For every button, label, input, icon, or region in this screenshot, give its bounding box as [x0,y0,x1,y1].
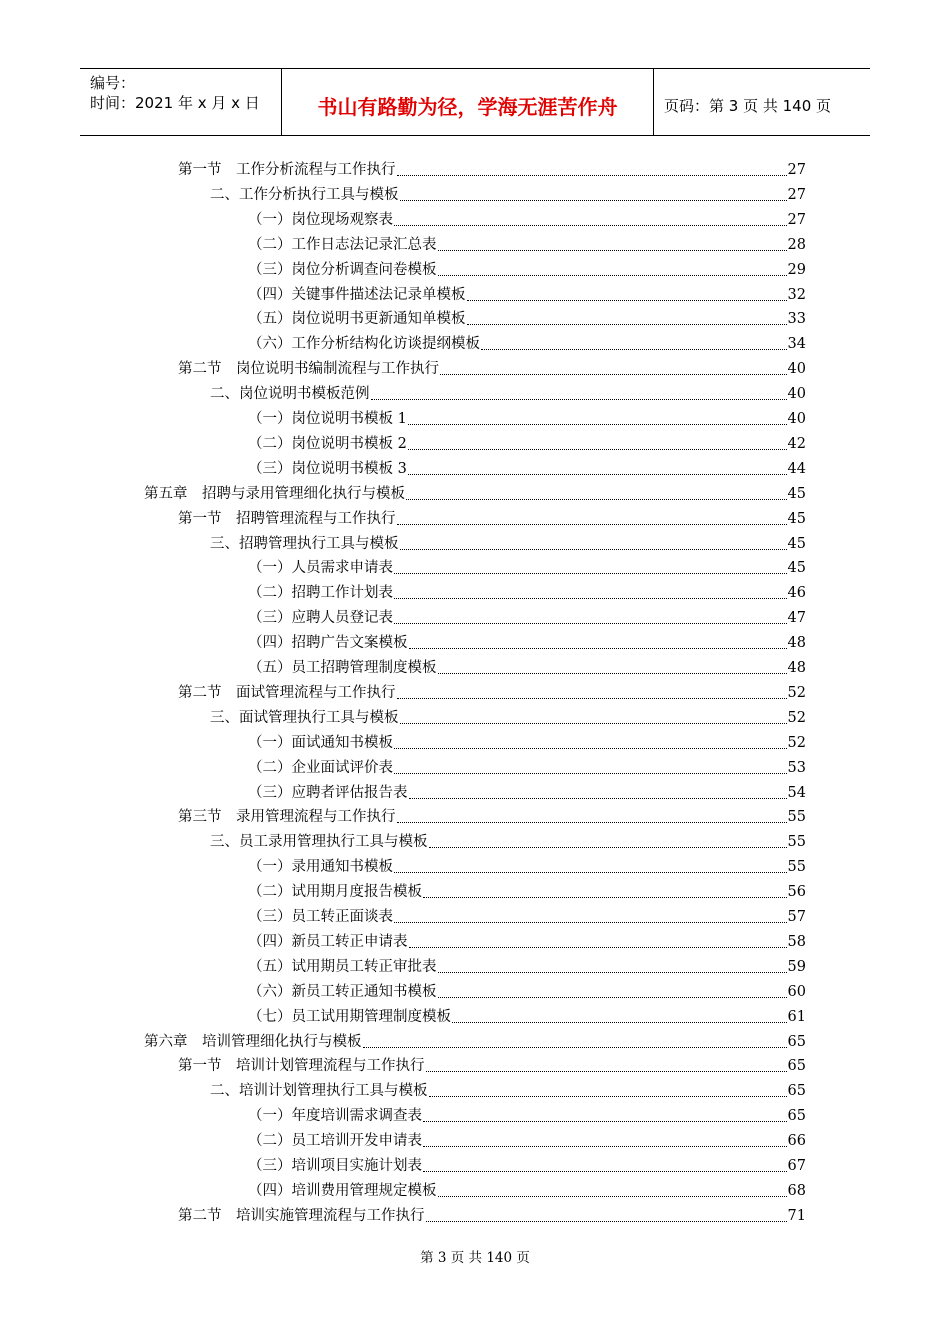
toc-dot-leader [426,1204,787,1222]
toc-entry-title: （一）人员需求申请表 [248,560,393,577]
toc-dot-leader [397,158,787,176]
toc-entry[interactable] [210,706,806,730]
toc-entry-title: 第三节 录用管理流程与工作执行 [178,809,396,826]
toc-entry[interactable] [248,1104,806,1128]
toc-entry-page: 45 [787,535,806,552]
toc-entry[interactable] [210,382,806,406]
toc-entry[interactable] [248,581,806,605]
toc-entry-page: 58 [787,933,806,950]
toc-entry[interactable] [248,731,806,755]
toc-entry-title: （三）岗位分析调查问卷模板 [248,261,437,278]
toc-entry-title: 第一节 招聘管理流程与工作执行 [178,510,396,527]
toc-entry[interactable] [178,681,806,705]
toc-entry[interactable] [248,307,806,331]
page-header [80,68,870,136]
toc-entry-title: 三、招聘管理执行工具与模板 [210,535,399,552]
toc-entry-page: 60 [787,983,806,1000]
toc-entry[interactable] [178,507,806,531]
toc-entry[interactable] [248,407,806,431]
toc-entry-title: 第二节 岗位说明书编制流程与工作执行 [178,361,439,378]
toc-entry-page: 53 [787,759,806,776]
toc-dot-leader [452,1005,787,1023]
toc-entry-page: 65 [787,1083,806,1100]
toc-entry-title: 三、面试管理执行工具与模板 [210,709,399,726]
header-meta [80,69,282,135]
toc-dot-leader [438,258,787,276]
header-page-info: 页码：第 3 页 共 140 页 [664,96,832,115]
toc-dot-leader [394,905,787,923]
toc-dot-leader [397,681,787,699]
toc-entry-title: 第一节 培训计划管理流程与工作执行 [178,1058,425,1075]
header-motto: 书山有路勤为径，学海无涯苦作舟 [282,69,654,135]
toc-entry[interactable] [248,258,806,282]
toc-entry-page: 40 [787,361,806,378]
toc-entry-title: （四）培训费用管理规定模板 [248,1182,437,1199]
toc-entry-page: 56 [787,884,806,901]
toc-entry-page: 46 [787,585,806,602]
toc-dot-leader [426,1054,787,1072]
toc-entry[interactable] [210,532,806,556]
toc-entry-title: （三）培训项目实施计划表 [248,1158,422,1174]
toc-entry-title: 第六章 培训管理细化执行与模板 [144,1033,362,1050]
toc-entry-page: 71 [787,1207,806,1224]
toc-entry-title: （三）岗位说明书模板 3 [248,460,407,477]
toc-dot-leader [423,1129,787,1147]
toc-entry-page: 57 [787,909,806,925]
toc-entry-page: 67 [787,1158,806,1174]
toc-entry[interactable] [178,158,806,182]
toc-entry-title: （五）试用期员工转正审批表 [248,958,437,975]
toc-entry-title: （六）新员工转正通知书模板 [248,983,437,1000]
toc-entry[interactable] [210,183,806,207]
toc-dot-leader [409,930,787,948]
toc-entry-title: （三）员工转正面谈表 [248,909,393,925]
toc-dot-leader [408,407,787,425]
toc-entry-page: 55 [787,809,806,826]
toc-dot-leader [394,855,787,873]
toc-entry[interactable] [248,855,806,879]
toc-dot-leader [438,980,787,998]
toc-entry-title: （二）企业面试评价表 [248,759,393,776]
toc-entry-page: 34 [787,336,806,353]
toc-dot-leader [394,208,787,226]
toc-dot-leader [423,1104,787,1122]
toc-entry-title: （四）招聘广告文案模板 [248,635,408,652]
toc-entry-page: 52 [787,709,806,726]
toc-entry-title: （七）员工试用期管理制度模板 [248,1008,451,1025]
toc-entry[interactable] [178,1204,806,1228]
toc-entry-page: 55 [787,834,806,851]
toc-dot-leader [481,332,787,350]
toc-entry-page: 45 [787,510,806,527]
toc-entry-page: 65 [787,1108,806,1125]
number-label: 编号： [90,74,136,92]
toc-entry-page: 48 [787,660,806,676]
toc-dot-leader [467,283,787,301]
toc-entry-title: （三）应聘人员登记表 [248,610,393,627]
toc-entry-page: 42 [787,435,806,452]
toc-entry-title: （六）工作分析结构化访谈提纲模板 [248,336,480,353]
toc-entry-title: 第二节 面试管理流程与工作执行 [178,684,396,701]
toc-entry-page: 40 [787,386,806,403]
toc-entry-title: 二、培训计划管理执行工具与模板 [210,1083,428,1100]
toc-entry[interactable] [248,556,806,580]
page-footer: 第 3 页 共 140 页 [420,1250,530,1266]
toc-entry[interactable] [248,1154,806,1178]
toc-entry-page: 65 [787,1058,806,1075]
toc-dot-leader [394,756,787,774]
toc-dot-leader [394,581,787,599]
toc-entry[interactable] [248,1005,806,1029]
toc-dot-leader [394,731,787,749]
toc-dot-leader [438,656,787,674]
time-label: 时间：2021 年 x 月 x 日 [90,94,260,112]
toc-dot-leader [394,556,787,574]
toc-entry[interactable] [248,432,806,456]
toc-entry-page: 29 [787,261,806,278]
toc-entry[interactable] [178,805,806,829]
toc-entry-title: （三）应聘者评估报告表 [248,784,408,801]
toc-dot-leader [438,1179,787,1197]
toc-entry-title: （一）年度培训需求调查表 [248,1108,422,1125]
toc-dot-leader [408,457,787,475]
toc-entry[interactable] [248,930,806,954]
toc-dot-leader [429,830,787,848]
toc-entry[interactable] [248,781,806,805]
toc-entry-title: 第五章 招聘与录用管理细化执行与模板 [144,485,405,502]
toc-entry[interactable] [248,233,806,257]
toc-entry-page: 33 [787,311,806,328]
toc-entry-page: 68 [787,1182,806,1199]
toc-dot-leader [429,1079,787,1097]
toc-entry-page: 65 [787,1033,806,1050]
toc-entry[interactable] [248,955,806,979]
toc-entry[interactable] [248,905,806,929]
toc-entry[interactable] [248,606,806,630]
toc-entry-title: （一）岗位现场观察表 [248,211,393,228]
toc-entry[interactable] [248,1179,806,1203]
toc-entry-page: 45 [787,485,806,502]
toc-entry-title: （二）招聘工作计划表 [248,585,393,602]
toc-entry[interactable] [248,980,806,1004]
toc-entry-title: 第一节 工作分析流程与工作执行 [178,162,396,178]
toc-dot-leader [409,781,787,799]
toc-dot-leader [397,507,787,525]
toc-entry-title: （一）岗位说明书模板 1 [248,411,407,427]
toc-entry-title: （一）录用通知书模板 [248,859,393,876]
toc-dot-leader [400,532,787,550]
toc-entry-page: 32 [787,286,806,303]
toc-entry[interactable] [248,631,806,655]
toc-entry[interactable] [178,357,806,381]
toc-entry-title: 第二节 培训实施管理流程与工作执行 [178,1207,425,1224]
toc-entry-page: 47 [787,610,806,627]
toc-entry[interactable] [248,656,806,680]
toc-entry-title: （二）岗位说明书模板 2 [248,435,407,452]
toc-dot-leader [400,183,787,201]
toc-dot-leader [438,955,787,973]
toc-entry-page: 27 [787,186,806,203]
toc-entry-page: 48 [787,635,806,652]
toc-entry[interactable] [248,880,806,904]
toc-dot-leader [408,432,787,450]
toc-entry-title: 二、工作分析执行工具与模板 [210,186,399,203]
toc-entry-title: （二）工作日志法记录汇总表 [248,236,437,253]
toc-dot-leader [423,1154,787,1172]
toc-entry-title: 三、员工录用管理执行工具与模板 [210,834,428,851]
toc-dot-leader [400,706,787,724]
toc-dot-leader [406,482,787,500]
toc-entry[interactable] [144,482,806,506]
toc-dot-leader [363,1030,787,1048]
toc-entry-page: 52 [787,734,806,751]
toc-dot-leader [440,357,787,375]
toc-entry-title: （四）新员工转正申请表 [248,933,408,950]
toc-entry-title: 二、岗位说明书模板范例 [210,386,370,403]
toc-entry-title: （二）试用期月度报告模板 [248,884,422,901]
toc-entry[interactable] [248,283,806,307]
toc-entry[interactable] [178,1054,806,1078]
toc-entry-page: 52 [787,684,806,701]
toc-dot-leader [371,382,787,400]
toc-entry-page: 40 [787,411,806,427]
toc-entry[interactable] [248,332,806,356]
toc-entry-page: 27 [787,211,806,228]
toc-dot-leader [438,233,787,251]
toc-entry-page: 54 [787,784,806,801]
toc-entry-page: 44 [787,460,806,477]
toc-dot-leader [394,606,787,624]
toc-entry[interactable] [248,1129,806,1153]
toc-entry-page: 66 [787,1133,806,1150]
toc-entry[interactable] [210,1079,806,1103]
toc-entry[interactable] [248,457,806,481]
toc-entry[interactable] [210,830,806,854]
toc-entry-page: 28 [787,236,806,253]
toc-dot-leader [467,307,787,325]
toc-entry[interactable] [144,1030,806,1054]
toc-entry-title: （一）面试通知书模板 [248,734,393,751]
toc-entry[interactable] [248,756,806,780]
toc-entry-page: 45 [787,560,806,577]
toc-entry-title: （五）岗位说明书更新通知单模板 [248,311,466,328]
toc-entry-title: （二）员工培训开发申请表 [248,1133,422,1150]
toc-entry-title: （五）员工招聘管理制度模板 [248,660,437,676]
toc-dot-leader [409,631,787,649]
toc-dot-leader [397,805,787,823]
toc-entry-page: 55 [787,859,806,876]
toc-entry-page: 61 [787,1008,806,1025]
toc-entry[interactable] [248,208,806,232]
toc-entry-page: 27 [787,162,806,178]
toc-entry-title: （四）关键事件描述法记录单模板 [248,286,466,303]
toc-entry-page: 59 [787,958,806,975]
toc-dot-leader [423,880,787,898]
